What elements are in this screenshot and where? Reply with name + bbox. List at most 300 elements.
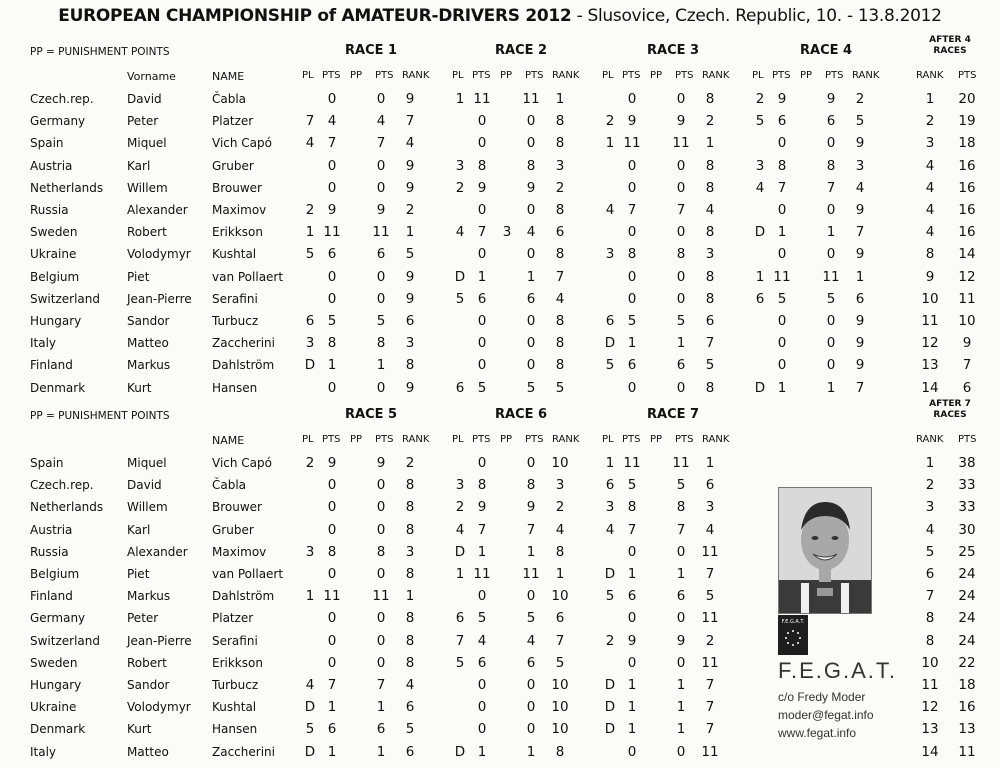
- total-pts: 13: [958, 721, 976, 737]
- header-pts: PTS: [472, 434, 491, 445]
- race-pts-value: 0: [627, 91, 637, 107]
- race-pts2-value: 11: [672, 135, 690, 151]
- header-rank: RANK: [552, 434, 580, 445]
- race-rank-value: 9: [855, 246, 865, 262]
- header-pts: PTS: [472, 70, 491, 81]
- race-rank-value: 8: [705, 158, 715, 174]
- race-rank-value: 9: [855, 202, 865, 218]
- driver-name: Platzer: [212, 611, 254, 625]
- race-rank-value: 9: [405, 91, 415, 107]
- total-rank: 6: [925, 566, 935, 582]
- race-pts2-value: 0: [676, 269, 686, 285]
- race-rank-value: 5: [705, 357, 715, 373]
- race-pl-value: D: [454, 269, 466, 285]
- race-pts-value: 11: [623, 455, 641, 471]
- race-pl-value: 5: [755, 113, 765, 129]
- header-pp: PP: [650, 70, 663, 81]
- header-pl: PL: [602, 434, 614, 445]
- header-name: NAME: [212, 434, 245, 447]
- race-pts2-value: 5: [826, 291, 836, 307]
- race-pts2-value: 6: [376, 246, 386, 262]
- race-pl-value: D: [754, 380, 766, 396]
- race-rank-value: 7: [855, 380, 865, 396]
- header-rank: RANK: [702, 70, 730, 81]
- driver-country: Spain: [30, 456, 64, 470]
- total-pts: 33: [958, 499, 976, 515]
- driver-country: Germany: [30, 611, 86, 625]
- race-pts-value: 0: [477, 246, 487, 262]
- race-pts-value: 6: [627, 588, 637, 604]
- fegat-name: F.E.G.A.T.: [778, 658, 898, 683]
- race-pts2-value: 0: [676, 91, 686, 107]
- race-pts2-value: 9: [526, 499, 536, 515]
- race-pts-value: 5: [477, 610, 487, 626]
- race-pts-value: 1: [327, 699, 337, 715]
- race-rank-value: 1: [705, 455, 715, 471]
- race-pl-value: 5: [455, 655, 465, 671]
- race-pts2-value: 8: [676, 246, 686, 262]
- race-pts2-value: 0: [526, 588, 536, 604]
- race-pts2-value: 0: [526, 455, 536, 471]
- race-pts2-value: 1: [526, 544, 536, 560]
- header-pts: PTS: [322, 70, 341, 81]
- driver-country: Finland: [30, 589, 73, 603]
- race-pts-value: 9: [777, 91, 787, 107]
- race-rank-value: 9: [855, 135, 865, 151]
- race-rank-value: 11: [701, 544, 719, 560]
- race-title-3: RACE 7: [647, 407, 700, 422]
- driver-name: Gruber: [212, 159, 254, 173]
- driver-vorname: Karl: [127, 523, 151, 537]
- race-pts-value: 9: [627, 113, 637, 129]
- after-label-line: RACES: [933, 410, 967, 420]
- race-pts-value: 0: [627, 610, 637, 626]
- race-pts2-value: 5: [526, 610, 536, 626]
- page-title: [0, 6, 1000, 26]
- race-pts-value: 6: [777, 113, 787, 129]
- race-pts-value: 8: [477, 158, 487, 174]
- race-pts-value: 7: [477, 522, 487, 538]
- race-pts2-value: 9: [676, 633, 686, 649]
- driver-country: Czech.rep.: [30, 478, 94, 492]
- race-pts2-value: 8: [376, 544, 386, 560]
- after-races-label: [920, 399, 980, 421]
- race-pts2-value: 1: [526, 744, 536, 760]
- race-rank-value: 4: [405, 677, 415, 693]
- race-rank-value: 4: [555, 522, 565, 538]
- driver-vorname: David: [127, 92, 162, 106]
- race-pts2-value: 1: [676, 335, 686, 351]
- race-pts2-value: 0: [826, 246, 836, 262]
- race-rank-value: 9: [405, 380, 415, 396]
- header-pts2: PTS: [375, 434, 394, 445]
- race-pts-value: 0: [327, 655, 337, 671]
- race-pl-value: 6: [605, 313, 615, 329]
- race-pts-value: 6: [627, 357, 637, 373]
- driver-name: Erikkson: [212, 225, 263, 239]
- total-pts: 25: [958, 544, 976, 560]
- race-pts-value: 9: [477, 180, 487, 196]
- driver-country: Russia: [30, 545, 69, 559]
- race-pts2-value: 1: [526, 269, 536, 285]
- total-pts: 7: [962, 357, 972, 373]
- race-rank-value: 7: [705, 335, 715, 351]
- driver-name: Erikkson: [212, 656, 263, 670]
- race-pts2-value: 0: [526, 721, 536, 737]
- header-rank: RANK: [852, 70, 880, 81]
- driver-country: Austria: [30, 523, 73, 537]
- fegat-logo: [778, 615, 808, 655]
- contact-email[interactable]: moder@fegat.info: [778, 708, 874, 722]
- total-rank: 3: [925, 135, 935, 151]
- race-pts2-value: 7: [826, 180, 836, 196]
- total-pts: 20: [958, 91, 976, 107]
- race-pl-value: 1: [605, 135, 615, 151]
- header-pp: PP: [350, 434, 363, 445]
- race-pts-value: 0: [327, 91, 337, 107]
- race-rank-value: 8: [555, 744, 565, 760]
- race-rank-value: 8: [705, 91, 715, 107]
- race-rank-value: 8: [405, 522, 415, 538]
- race-pts-value: 0: [477, 357, 487, 373]
- race-pts2-value: 1: [376, 357, 386, 373]
- race-rank-value: 5: [705, 588, 715, 604]
- race-pts-value: 0: [327, 269, 337, 285]
- driver-vorname: Jean-Pierre: [127, 292, 192, 306]
- total-pts: 33: [958, 477, 976, 493]
- total-rank: 8: [925, 610, 935, 626]
- race-pl-value: 2: [305, 202, 315, 218]
- race-pts2-value: 0: [676, 655, 686, 671]
- total-pts: 12: [958, 269, 976, 285]
- race-pts2-value: 0: [526, 202, 536, 218]
- race-pts-value: 7: [327, 135, 337, 151]
- race-pl-value: 4: [455, 522, 465, 538]
- race-pts-value: 0: [477, 135, 487, 151]
- race-pl-value: 1: [755, 269, 765, 285]
- race-pts2-value: 5: [526, 380, 536, 396]
- driver-country: Switzerland: [30, 292, 100, 306]
- race-rank-value: 3: [555, 477, 565, 493]
- race-pts-value: 0: [327, 499, 337, 515]
- race-pts2-value: 0: [826, 335, 836, 351]
- race-pl-value: 4: [305, 135, 315, 151]
- race-pts-value: 1: [777, 380, 787, 396]
- header-rank: RANK: [552, 70, 580, 81]
- race-pts2-value: 0: [376, 180, 386, 196]
- race-pts2-value: 0: [376, 655, 386, 671]
- race-rank-value: 8: [405, 477, 415, 493]
- race-rank-value: 6: [705, 477, 715, 493]
- race-rank-value: 1: [405, 224, 415, 240]
- total-rank: 14: [921, 380, 939, 396]
- race-pl-value: D: [604, 677, 616, 693]
- race-pts-value: 1: [627, 566, 637, 582]
- race-pts-value: 1: [327, 744, 337, 760]
- driver-country: Switzerland: [30, 634, 100, 648]
- race-pts2-value: 0: [376, 291, 386, 307]
- race-pts2-value: 8: [676, 499, 686, 515]
- race-pts-value: 1: [477, 269, 487, 285]
- race-pts-value: 7: [627, 202, 637, 218]
- total-rank: 4: [925, 158, 935, 174]
- header-total-pts: PTS: [958, 70, 977, 81]
- race-rank-value: 8: [705, 380, 715, 396]
- race-pts-value: 8: [777, 158, 787, 174]
- race-rank-value: 10: [551, 677, 569, 693]
- race-rank-value: 1: [705, 135, 715, 151]
- race-pl-value: 3: [605, 499, 615, 515]
- driver-photo: [778, 487, 872, 614]
- header-pl: PL: [752, 70, 764, 81]
- total-rank: 12: [921, 699, 939, 715]
- logo-text: F.E.G.A.T.: [781, 619, 805, 625]
- driver-country: Netherlands: [30, 500, 104, 514]
- race-pl-value: 2: [605, 113, 615, 129]
- race-pts-value: 0: [477, 699, 487, 715]
- race-rank-value: 9: [855, 357, 865, 373]
- driver-country: Ukraine: [30, 247, 77, 261]
- total-rank: 13: [921, 721, 939, 737]
- driver-country: Denmark: [30, 722, 86, 736]
- race-rank-value: 4: [705, 522, 715, 538]
- header-pts2: PTS: [825, 70, 844, 81]
- race-pts2-value: 8: [526, 477, 536, 493]
- race-pts-value: 1: [327, 357, 337, 373]
- total-pts: 24: [958, 588, 976, 604]
- race-pl-value: 6: [455, 610, 465, 626]
- total-rank: 14: [921, 744, 939, 760]
- race-pts-value: 5: [627, 313, 637, 329]
- driver-name: Kushtal: [212, 247, 257, 261]
- race-pl-value: 5: [605, 588, 615, 604]
- race-pts-value: 0: [477, 202, 487, 218]
- driver-name: Brouwer: [212, 500, 262, 514]
- race-pts2-value: 0: [376, 380, 386, 396]
- race-rank-value: 1: [855, 269, 865, 285]
- race-rank-value: 7: [705, 677, 715, 693]
- race-pts-value: 11: [323, 224, 341, 240]
- race-rank-value: 8: [555, 313, 565, 329]
- race-rank-value: 9: [405, 269, 415, 285]
- total-rank: 4: [925, 224, 935, 240]
- race-rank-value: 3: [405, 335, 415, 351]
- race-pts-value: 6: [477, 291, 487, 307]
- driver-name: van Pollaert: [212, 270, 284, 284]
- race-pts-value: 0: [477, 721, 487, 737]
- race-pts2-value: 1: [676, 677, 686, 693]
- driver-name: Dahlström: [212, 589, 275, 603]
- race-rank-value: 6: [705, 313, 715, 329]
- race-rank-value: 6: [555, 224, 565, 240]
- total-rank: 1: [925, 91, 935, 107]
- driver-name: Dahlström: [212, 358, 275, 372]
- driver-name: Zaccherini: [212, 745, 275, 759]
- race-rank-value: 8: [705, 180, 715, 196]
- after-races-label: [920, 35, 980, 57]
- race-rank-value: 6: [405, 313, 415, 329]
- header-pp: PP: [500, 434, 513, 445]
- race-pl-value: D: [604, 566, 616, 582]
- header-pl: PL: [452, 70, 464, 81]
- driver-country: Spain: [30, 136, 64, 150]
- race-pts-value: 11: [773, 269, 791, 285]
- race-pts-value: 11: [473, 566, 491, 582]
- race-pts2-value: 0: [676, 224, 686, 240]
- driver-country: Italy: [30, 336, 57, 350]
- race-rank-value: 7: [555, 633, 565, 649]
- race-pts-value: 0: [327, 158, 337, 174]
- race-pts-value: 1: [477, 544, 487, 560]
- race-pts-value: 0: [327, 610, 337, 626]
- race-rank-value: 10: [551, 588, 569, 604]
- race-pts2-value: 5: [676, 477, 686, 493]
- header-rank: RANK: [402, 70, 430, 81]
- total-rank: 9: [925, 269, 935, 285]
- race-rank-value: 8: [555, 335, 565, 351]
- header-pp: PP: [650, 434, 663, 445]
- race-rank-value: 1: [555, 566, 565, 582]
- driver-country: Netherlands: [30, 181, 104, 195]
- header-pts: PTS: [772, 70, 791, 81]
- race-pts2-value: 6: [676, 588, 686, 604]
- driver-vorname: Willem: [127, 500, 168, 514]
- race-pts-value: 6: [477, 655, 487, 671]
- race-pts-value: 5: [477, 380, 487, 396]
- race-title-1: RACE 1: [345, 43, 398, 58]
- race-pts2-value: 11: [522, 566, 540, 582]
- race-rank-value: 8: [555, 202, 565, 218]
- total-rank: 11: [921, 677, 939, 693]
- contact-web[interactable]: www.fegat.info: [778, 726, 857, 740]
- race-rank-value: 1: [555, 91, 565, 107]
- race-pts-value: 0: [777, 313, 787, 329]
- driver-name: Hansen: [212, 381, 258, 395]
- race-pl-value: D: [304, 357, 316, 373]
- total-rank: 10: [921, 655, 939, 671]
- total-rank: 8: [925, 246, 935, 262]
- race-pts2-value: 0: [826, 202, 836, 218]
- total-pts: 16: [958, 699, 976, 715]
- race-pts-value: 5: [777, 291, 787, 307]
- header-pp: PP: [350, 70, 363, 81]
- race-pts2-value: 1: [826, 380, 836, 396]
- total-pts: 24: [958, 566, 976, 582]
- total-rank: 1: [925, 455, 935, 471]
- race-pl-value: D: [604, 335, 616, 351]
- race-pl-value: 5: [605, 357, 615, 373]
- race-pts2-value: 8: [526, 158, 536, 174]
- race-pts-value: 1: [627, 335, 637, 351]
- race-pl-value: 4: [755, 180, 765, 196]
- race-pts2-value: 0: [526, 699, 536, 715]
- race-rank-value: 5: [405, 721, 415, 737]
- race-pts-value: 5: [627, 477, 637, 493]
- driver-country: Austria: [30, 159, 73, 173]
- driver-vorname: David: [127, 478, 162, 492]
- race-pts-value: 0: [327, 566, 337, 582]
- driver-vorname: Willem: [127, 181, 168, 195]
- race-pts2-value: 0: [676, 610, 686, 626]
- contact-co: c/o Fredy Moder: [778, 690, 866, 704]
- race-rank-value: 8: [405, 655, 415, 671]
- race-rank-value: 6: [405, 699, 415, 715]
- race-pl-value: 2: [455, 499, 465, 515]
- total-pts: 16: [958, 158, 976, 174]
- race-rank-value: 8: [555, 246, 565, 262]
- race-pl-value: 4: [605, 522, 615, 538]
- fegat-logo-icon: [778, 615, 808, 655]
- driver-vorname: Kurt: [127, 381, 152, 395]
- race-pts2-value: 6: [826, 113, 836, 129]
- race-pts2-value: 0: [526, 246, 536, 262]
- driver-vorname: Matteo: [127, 336, 169, 350]
- total-pts: 19: [958, 113, 976, 129]
- race-pts2-value: 9: [676, 113, 686, 129]
- race-pts-value: 0: [327, 477, 337, 493]
- race-pl-value: D: [454, 744, 466, 760]
- race-pts-value: 0: [627, 291, 637, 307]
- race-rank-value: 7: [705, 699, 715, 715]
- race-rank-value: 8: [405, 357, 415, 373]
- race-pts-value: 0: [477, 677, 487, 693]
- total-rank: 2: [925, 113, 935, 129]
- race-pts-value: 1: [627, 721, 637, 737]
- total-rank: 4: [925, 180, 935, 196]
- total-rank: 2: [925, 477, 935, 493]
- race-title-1: RACE 5: [345, 407, 398, 422]
- race-pl-value: 5: [305, 246, 315, 262]
- race-pts2-value: 0: [376, 633, 386, 649]
- total-pts: 16: [958, 180, 976, 196]
- header-pts2: PTS: [525, 434, 544, 445]
- total-rank: 8: [925, 633, 935, 649]
- race-pts2-value: 7: [526, 522, 536, 538]
- race-pts2-value: 0: [376, 499, 386, 515]
- race-pl-value: 7: [455, 633, 465, 649]
- header-total-rank: RANK: [916, 70, 944, 81]
- race-pl-value: 3: [455, 158, 465, 174]
- race-pts2-value: 6: [676, 357, 686, 373]
- race-pts-value: 1: [777, 224, 787, 240]
- race-rank-value: 3: [705, 246, 715, 262]
- race-pts2-value: 4: [526, 633, 536, 649]
- driver-portrait-image: [779, 488, 871, 613]
- race-pl-value: D: [304, 699, 316, 715]
- driver-vorname: Volodymyr: [127, 700, 191, 714]
- driver-vorname: Volodymyr: [127, 247, 191, 261]
- driver-vorname: Peter: [127, 114, 159, 128]
- driver-name: Brouwer: [212, 181, 262, 195]
- race-pts2-value: 1: [376, 744, 386, 760]
- race-rank-value: 2: [405, 202, 415, 218]
- race-pts2-value: 1: [676, 566, 686, 582]
- race-rank-value: 5: [405, 246, 415, 262]
- race-pts2-value: 0: [376, 477, 386, 493]
- driver-country: Czech.rep.: [30, 92, 94, 106]
- driver-country: Germany: [30, 114, 86, 128]
- header-pl: PL: [452, 434, 464, 445]
- header-name: NAME: [212, 70, 245, 83]
- race-pl-value: 2: [305, 455, 315, 471]
- race-rank-value: 8: [555, 357, 565, 373]
- race-pl-value: 1: [305, 224, 315, 240]
- race-rank-value: 9: [855, 335, 865, 351]
- driver-name: Turbucz: [212, 678, 259, 692]
- driver-vorname: Miquel: [127, 456, 167, 470]
- race-rank-value: 6: [405, 744, 415, 760]
- race-pts-value: 8: [627, 499, 637, 515]
